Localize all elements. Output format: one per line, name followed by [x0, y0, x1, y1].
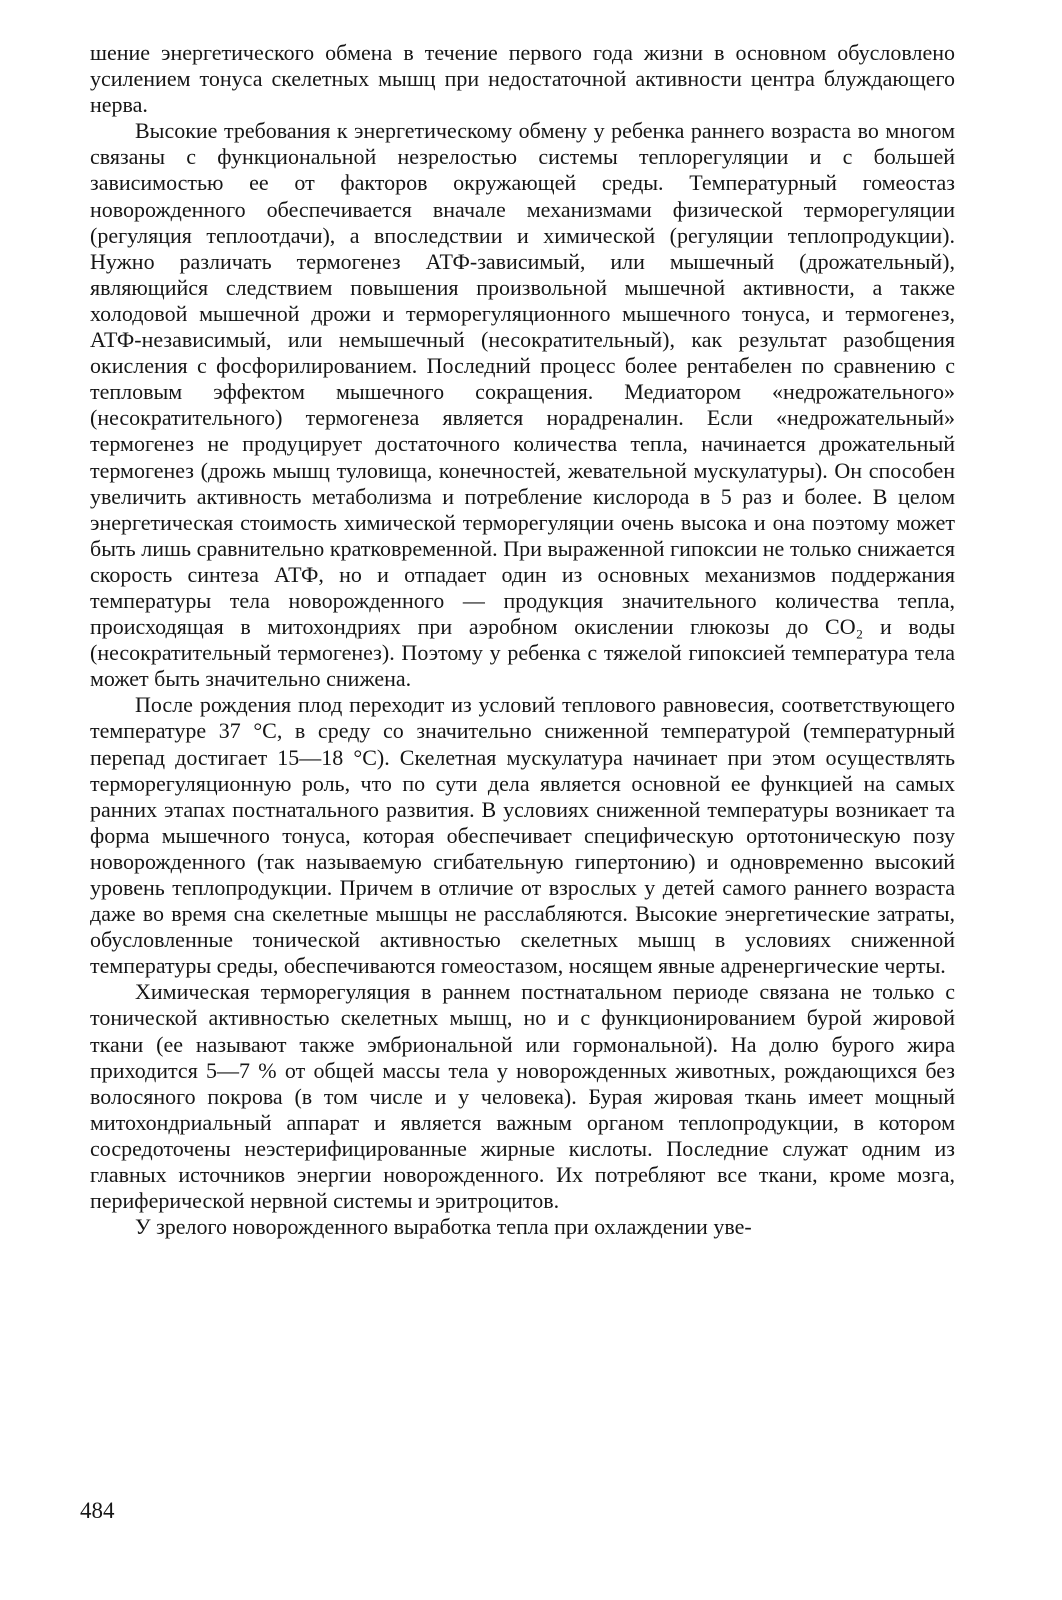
- paragraph-3: После рождения плод переходит из условий теплового равновесия, соответствующего температуре 37 °С, в среду со значительно сниженной температурой (температурный перепад достигает 15—18 °С). Скелетная мускулатура начинает при этом осуществлять терморегуляционную роль, что по сути дела является основной ее функцией на самых ранних этапах постнатального развития. В условиях сниженной температуры возникает та форма мышечного тонуса, которая обеспечивает специфическую ортотоническую позу новорожденного (так называемую сгибательную гипертонию) и одновременно высокий уровень теплопродукции. Причем в отличие от взрослых у детей самого раннего возраста даже во время сна скелетные мышцы не расслабляются. Высокие энергетические затраты, обусловленные тонической активностью скелетных мышц в условиях сниженной температуры среды, обеспечиваются гомеостазом, носящем явные адренергические черты.: [90, 692, 955, 979]
- paragraph-5: У зрелого новорожденного выработка тепла при охлаждении уве-: [135, 1214, 752, 1240]
- page-number: 484: [80, 1498, 115, 1523]
- paragraph-2: Высокие требования к энергетическому обмену у ребенка раннего возраста во многом связаны с функциональной незрелостью системы теплорегуляции и с большей зависимостью ее от факторов окружающей среды. Температурный гомеостаз новорожденного обеспечивается вначале механизмами физической терморегуляции (регуляция теплоотдачи), а впоследствии и химической (регуляции теплопродукции). Нужно различать термогенез АТФ-зависимый, или мышечный (дрожательный), являющийся следствием повышения произвольной мышечной активности, а также холодовой мышечной дрожи и терморегуляционного мышечного тонуса, и термогенез, АТФ-независимый, или немышечный (несократительный), как результат разобщения окисления с фосфорилированием. Последний процесс более рентабелен по сравнению с тепловым эффектом мышечного сокращения. Медиатором «недрожательного» (несократительного) термогенеза является норадреналин. Если «недрожательный» термогенез не продуцирует достаточного количества тепла, начинается дрожательный термогенез (дрожь мышц туловища, конечностей, жевательной мускулатуры). Он способен увеличить активность метаболизма и потребление кислорода в 5 раз и более. В целом энергетическая стоимость химической терморегуляции очень высока и она поэтому может быть лишь сравнительно кратковременной. При выраженной гипоксии не только снижается скорость синтеза АТФ, но и отпадает один из основных механизмов поддержания температуры тела новорожденного — продукция значительного количества тепла, происходящая в митохондриях при аэробном окислении глюкозы до CO₂ и воды (несократительный термогенез). Поэтому у ребенка с тяжелой гипоксией температура тела может быть значительно снижена.: [90, 118, 955, 692]
- paragraph-1: шение энергетического обмена в течение первого года жизни в основном обусловлено усилением тонуса скелетных мышц при недостаточной активности центра блуждающего нерва.: [90, 40, 955, 118]
- paragraph-4: Химическая терморегуляция в раннем постнатальном периоде связана не только с тонической активностью скелетных мышц, но и с функционированием бурой жировой ткани (ее называют также эмбриональной или гормональной). На долю бурого жира приходится 5—7 % от общей массы тела у новорожденных животных, рождающихся без волосяного покрова (в том числе и у человека). Бурая жировая ткань имеет мощный митохондриальный аппарат и является важным органом теплопродукции, в котором сосредоточены неэстерифицированные жирные кислоты. Последние служат одним из главных источников энергии новорожденного. Их потребляют все ткани, кроме мозга, периферической нервной системы и эритроцитов.: [90, 979, 955, 1214]
- page-body: [90, 40, 955, 1240]
